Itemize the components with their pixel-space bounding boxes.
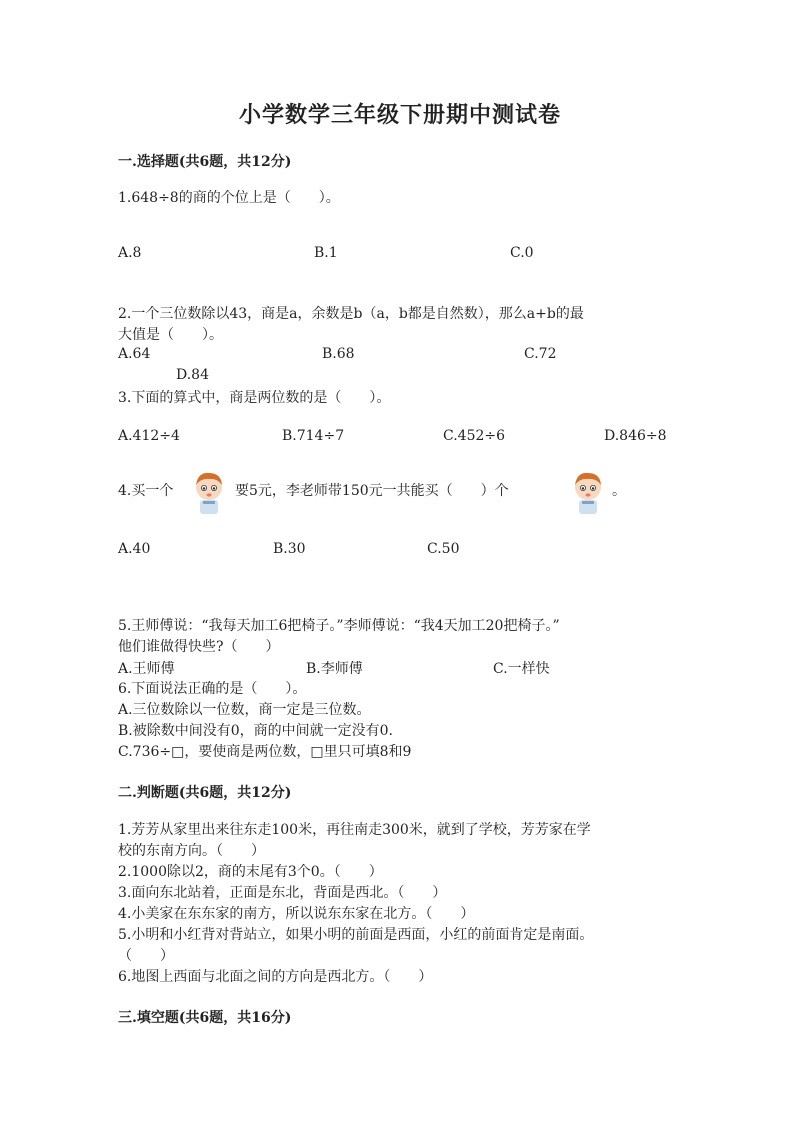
q2-stem-line2: 大值是（ ）。 <box>118 327 223 343</box>
q4-option-a: A.40 <box>118 541 151 557</box>
q5-option-b: B.李师傅 <box>306 661 363 677</box>
q2-option-a: A.64 <box>118 346 151 362</box>
q5-stem-line2: 他们谁做得快些?（ ） <box>118 639 280 655</box>
section-heading-choice: 一.选择题(共6题，共12分) <box>118 154 292 170</box>
q1-option-a: A.8 <box>118 245 142 261</box>
q6-option-c: C.736÷□，要使商是两位数，□里只可填8和9 <box>118 744 412 760</box>
judge-line: 2.1000除以2，商的末尾有3个0。（ ） <box>118 864 383 880</box>
q3-option-d: D.846÷8 <box>604 428 667 444</box>
judge-line: 6.地图上西面与北面之间的方向是西北方。（ ） <box>118 969 433 985</box>
judge-line: 3.面向东北站着，正面是东北，背面是西北。（ ） <box>118 885 447 901</box>
q1-stem: 1.648÷8的商的个位上是（ ）。 <box>118 190 340 206</box>
q5-stem-line1: 5.王师傅说：“我每天加工6把椅子。”李师傅说：“我4天加工20把椅子。” <box>118 618 560 634</box>
q1-option-c: C.0 <box>510 245 534 261</box>
q4-stem-a: 4.买一个 <box>118 483 174 499</box>
q4-option-c: C.50 <box>427 541 460 557</box>
boy-cartoon-icon <box>569 470 607 516</box>
section-heading-judge: 二.判断题(共6题，共12分) <box>118 785 292 801</box>
q2-option-d: D.84 <box>176 367 209 383</box>
q4-option-b: B.30 <box>273 541 306 557</box>
q4-stem-b: 要5元，李老师带150元一共能买（ ）个 <box>235 483 509 499</box>
q6-option-a: A.三位数除以一位数，商一定是三位数。 <box>118 702 371 718</box>
q5-option-c: C.一样快 <box>493 661 550 677</box>
q3-stem: 3.下面的算式中，商是两位数的是（ ）。 <box>118 390 391 406</box>
q5-option-a: A.王师傅 <box>118 661 175 677</box>
q2-option-b: B.68 <box>322 346 355 362</box>
q2-stem-line1: 2.一个三位数除以43，商是a，余数是b（a，b都是自然数），那么a+b的最 <box>118 306 584 322</box>
q3-option-a: A.412÷4 <box>118 428 180 444</box>
q6-option-b: B.被除数中间没有0，商的中间就一定没有0. <box>118 723 394 739</box>
q2-option-c: C.72 <box>524 346 557 362</box>
judge-line: （ ） <box>118 948 174 964</box>
q3-option-b: B.714÷7 <box>282 428 345 444</box>
judge-line: 4.小美家在东东家的南方，所以说东东家在北方。（ ） <box>118 906 475 922</box>
q4-stem-c: 。 <box>612 483 626 499</box>
page-title: 小学数学三年级下册期中测试卷 <box>238 102 561 128</box>
section-heading-fill: 三.填空题(共6题，共16分) <box>118 1010 292 1026</box>
q6-stem: 6.下面说法正确的是（ ）。 <box>118 681 307 697</box>
boy-cartoon-icon <box>190 470 228 516</box>
q1-option-b: B.1 <box>314 245 338 261</box>
q3-option-c: C.452÷6 <box>443 428 506 444</box>
judge-line: 1.芳芳从家里出来往东走100米，再往南走300米，就到了学校，芳芳家在学 <box>118 822 591 838</box>
judge-line: 校的东南方向。（ ） <box>118 843 265 859</box>
judge-line: 5.小明和小红背对背站立，如果小明的前面是西面，小红的前面肯定是南面。 <box>118 927 594 943</box>
